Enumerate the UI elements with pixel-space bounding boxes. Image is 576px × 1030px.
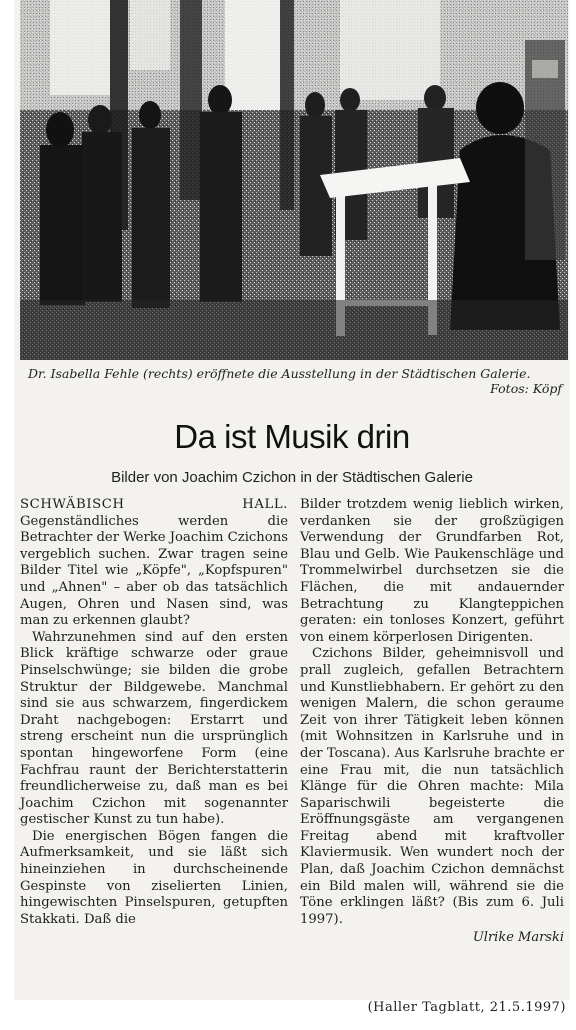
photo-caption <box>28 366 562 396</box>
article-column-right <box>300 497 564 947</box>
article-headline: Da ist Musik drin <box>174 418 410 455</box>
photo-image <box>20 0 568 360</box>
caption-text: Dr. Isabella Fehle (rechts) eröffnete die Ausstellung in der Städtischen Galerie. <box>28 366 531 381</box>
exhibition-opening-photo <box>20 0 568 360</box>
article-paragraph: Czichons Bilder, geheimnisvoll und prall zugleich, gefallen Betrachtern und Kunstliebhabern. Er gehört zu den wenigen Malern, die schon geraume Zeit von ihrer Tätigkeit leben können (mit Wohnsitzen in Karlsruhe und in der Toscana). Aus Karlsruhe brachte er eine Frau mit, die nun tatsächlich Klänge für die Ohren machte: Mila Saparischwili begeisterte die Eröffnungsgäste am vergangenen Freitag abend mit kraftvoller Klaviermusik. Wen wundert noch der Plan, daß Joachim Czichon demnächst ein Bild malen will, während sie die Töne erklingen läßt? (Bis zum 6. Juli 1997). <box>300 646 564 927</box>
article-subheadline: Bilder von Joachim Czichon in der Städtischen Galerie <box>111 469 473 486</box>
article-paragraph <box>20 497 288 630</box>
article-paragraph: Wahrzunehmen sind auf den ersten Blick kräftige schwarze oder graue Pinselschwünge; sie bilden die grobe Struktur der Bildgewebe. Manchmal sind sie aus schwarzem, fingerdickem Draht nachgebogen: Erstarrt und streng erscheint nun die ursprünglich spontan hingeworfene Form (eine Fachfrau raunt der Berichterstatterin freundlicherweise zu, daß man es bei Joachim Czichon mit sogenannter gestischer Kunst zu tun habe). <box>20 629 288 828</box>
newspaper-clipping <box>14 0 570 1000</box>
photo-credit: Fotos: Köpf <box>490 381 562 396</box>
article-paragraph: Die energischen Bögen fangen die Aufmerksamkeit, und sie läßt sich hineinziehen in durchscheinende Gespinste von ziselierten Linien, hingewischten Pinselspuren, getupften Stakkati. Daß die <box>20 828 288 927</box>
paragraph-text: Gegenständliches werden die Betrachter der Werke Joachim Czichons vergeblich suchen. Zwar tragen seine Bilder Titel wie „Köpfe", „Kopfspuren" und „Ahnen" – aber ob das tatsächlich Augen, Ohren und Nasen sind, was man zu erkennen glaubt? <box>20 513 288 629</box>
article-author: Ulrike Marski <box>472 930 564 946</box>
article-column-left <box>20 497 288 928</box>
source-citation: (Haller Tagblatt, 21.5.1997) <box>367 1000 566 1015</box>
article-paragraph: Bilder trotzdem wenig lieblich wirken, verdanken sie der großzügigen Verwendung der Grundfarben Rot, Blau und Gelb. Wie Paukenschläge und Trommelwirbel durchsetzen sie die Flächen, die mit andauernder Betrachtung zu Klangteppichen geraten: ein tonloses Konzert, geführt von einem körperlosen Dirigenten. <box>300 497 564 645</box>
article-dateline: SCHWÄBISCH HALL. <box>20 497 288 512</box>
